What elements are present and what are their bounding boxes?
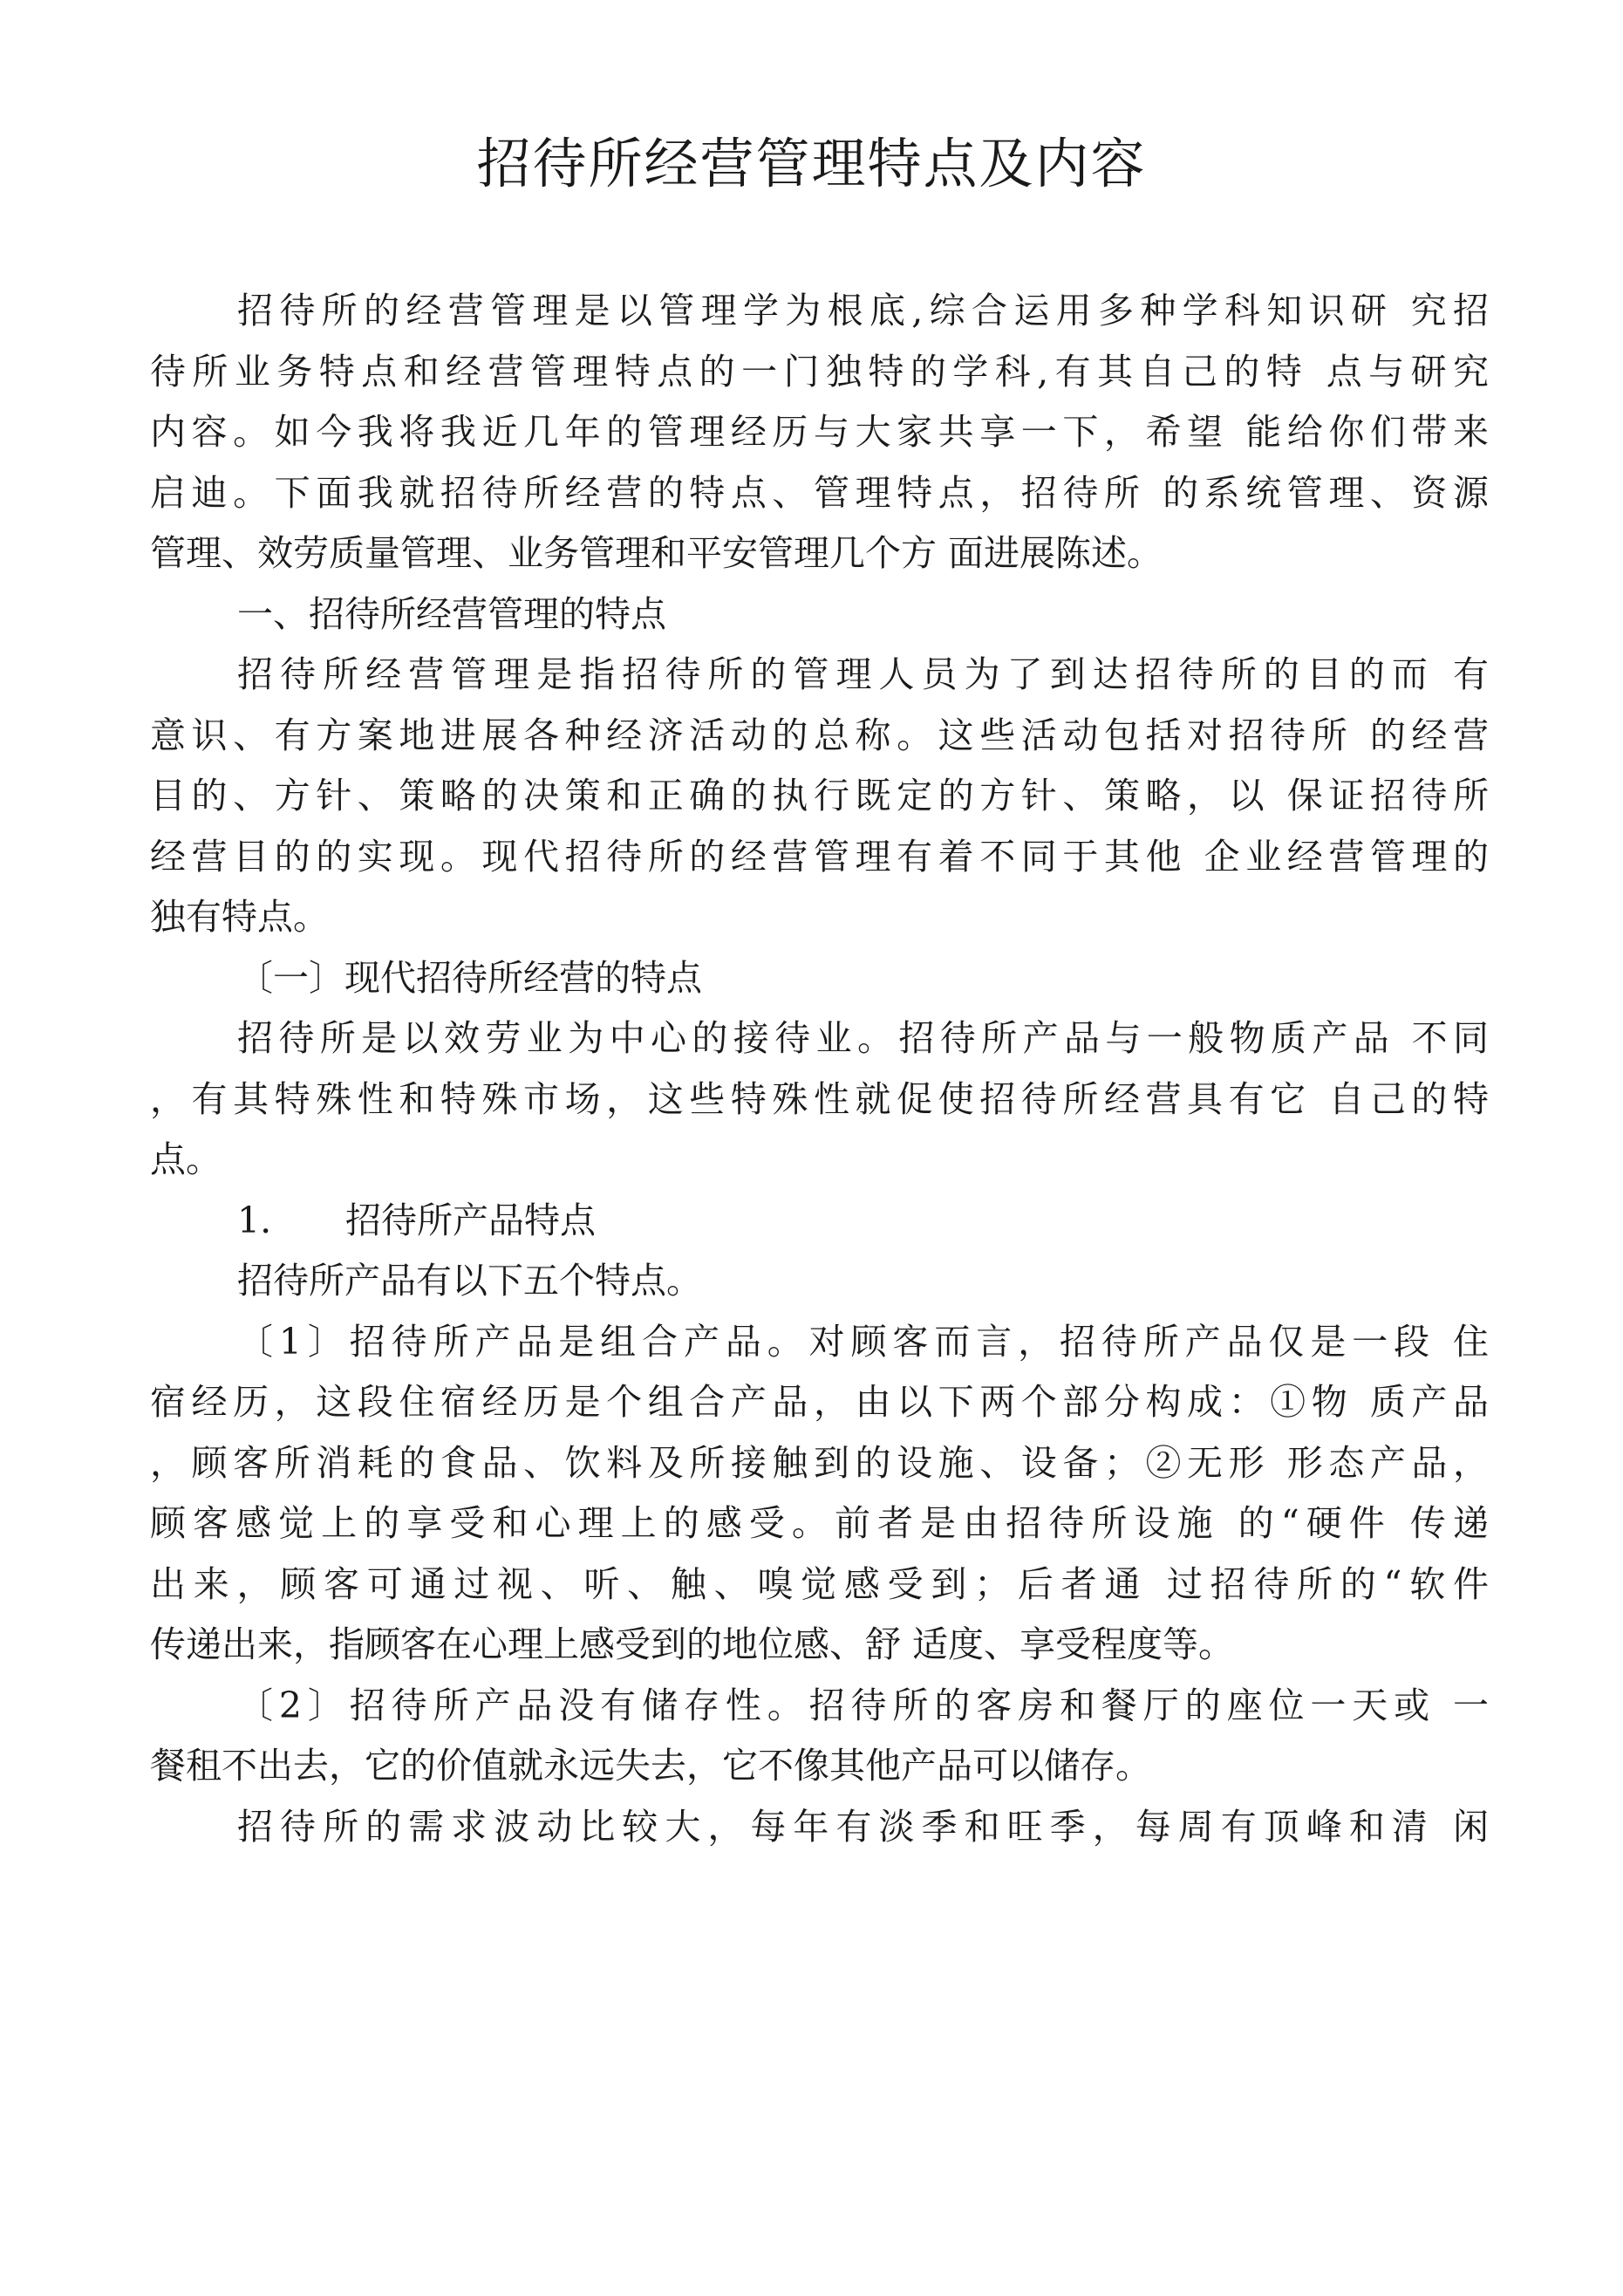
text-line: 招待所产品有以下五个特点。 [237,1260,702,1302]
text-line: 餐租不出去，它的价值就永远失去，它不像其他产品可以储存。 [150,1745,1151,1787]
text-line: 出来，顾客可通过视、听、触、嗅觉感受到；后者通 过招待所的“软件 [150,1562,1489,1605]
text-line: 宿经历，这段住宿经历是个组合产品，由以下两个部分构成：①物 质产品 [150,1381,1489,1423]
text-line: 招待所是以效劳业为中心的接待业。招待所产品与一般物质产品 不同 [237,1017,1489,1059]
numbered-heading [150,1191,1489,1252]
text-line: 内容。如今我将我近几年的管理经历与大家共享一下，希望 能给你们带来 [150,411,1489,453]
text-line: ，顾客所消耗的食品、饮料及所接触到的设施、设备；②无形 形态产品， [150,1441,1489,1484]
document-title: 招待所经营管理特点及内容 [476,132,1147,195]
text-line: 待所业务特点和经营管理特点的一门独特的学科,有其自己的特 点与研究 [150,350,1489,393]
subsection-heading: 〔一〕现代招待所经营的特点 [237,956,702,999]
text-line: 点。 [150,1138,222,1180]
text-line: 独有特点。 [150,896,329,938]
heading-text: 招待所产品特点 [345,1199,596,1241]
text-line: 〔2〕招待所产品没有储存性。招待所的客房和餐厅的座位一天或 一 [237,1684,1489,1726]
text-line: 招待所的需求波动比较大，每年有淡季和旺季，每周有顶峰和清 闲 [237,1805,1489,1848]
text-line: 传递出来，指顾客在心理上感受到的地位感、舒 适度、享受程度等。 [150,1623,1235,1665]
text-line: 目的、方针、策略的决策和正确的执行既定的方针、策略，以 保证招待所 [150,775,1489,817]
text-line: ，有其特殊性和特殊市场，这些特殊性就促使招待所经营具有它 自己的特 [150,1077,1489,1120]
text-line: 启迪。下面我就招待所经营的特点、管理特点，招待所 的系统管理、资源 [150,471,1489,514]
text-line: 经营目的的实现。现代招待所的经营管理有着不同于其他 企业经营管理的 [150,835,1489,878]
text-line: 意识、有方案地进展各种经济活动的总称。这些活动包括对招待所 的经营 [150,714,1489,756]
text-line: 招待所经营管理是指招待所的管理人员为了到达招待所的目的而 有 [237,653,1489,695]
text-line: 管理、效劳质量管理、业务管理和平安管理几个方 面进展陈述。 [150,532,1163,574]
text-line: 招待所的经营管理是以管理学为根底,综合运用多种学科知识研 究招 [237,290,1489,331]
heading-number: 1. [237,1199,272,1241]
section-heading: 一、招待所经营管理的特点 [237,592,666,635]
document-body [150,281,1489,1857]
text-line: 顾客感觉上的享受和心理上的感受。前者是由招待所设施 的“硬件 传递 [150,1502,1489,1544]
text-line: 〔1〕招待所产品是组合产品。对顾客而言，招待所产品仅是一段 住 [237,1320,1489,1363]
